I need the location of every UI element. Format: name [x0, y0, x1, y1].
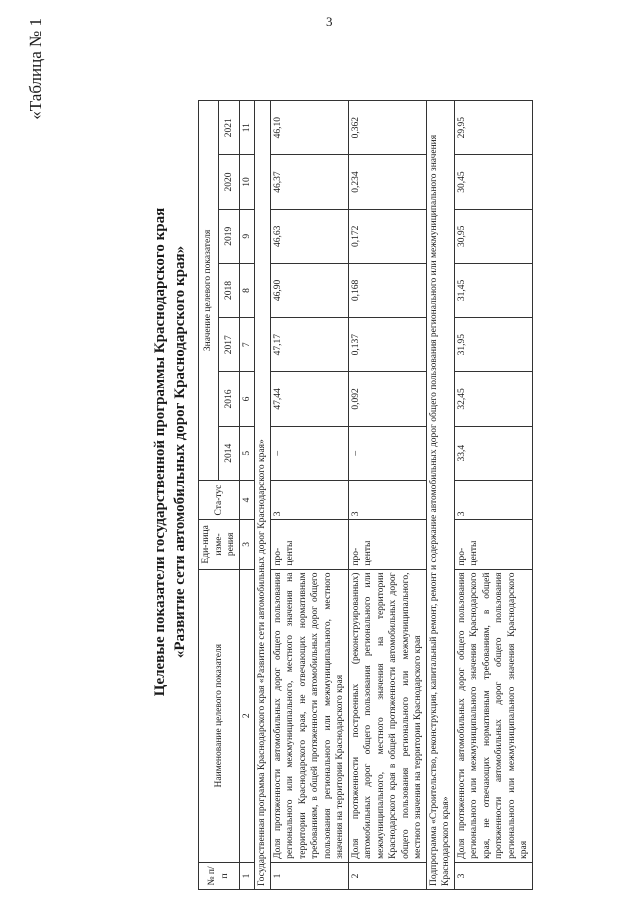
table-label: «Таблица № 1 — [26, 18, 45, 120]
row-value: 30,95 — [454, 209, 532, 263]
row-value: 46,37 — [270, 155, 348, 209]
column-numbers-row — [239, 101, 255, 890]
column-number: 10 — [239, 155, 255, 209]
row-status: 3 — [270, 480, 348, 519]
table-row — [270, 101, 348, 890]
row-name: Доля протяженности автомобильных дорог общего пользования регионального или межмуниципального значения Краснодарского края, не отвечающих нормативным требованиям, в общей протяженности автомобильных дорог общего пользования регионального или межмуниципального значения Краснодарского края — [454, 569, 532, 862]
row-name: Доля протяженности построенных (реконструированных) автомобильных дорог общего пользования регионального или межмуниципального, местного значения на территории Краснодарского края в общей протяженности автомобильных дорог общего пользования регионального или межмуниципального, местного значения на территории Краснодарского края — [348, 569, 426, 862]
header-name: Наименование целевого показателя — [199, 569, 240, 862]
row-status: 3 — [348, 480, 426, 519]
column-number: 1 — [239, 862, 255, 889]
row-value: 29,95 — [454, 101, 532, 155]
section-title: Подпрограмма «Строительство, реконструкция, капитальный ремонт, ремонт и содержание автомобильных дорог общего пользования регионального или межмуниципального значения Краснодарского края» — [426, 101, 454, 890]
row-value: 0,092 — [348, 372, 426, 426]
rotated-page-content — [20, 2, 620, 902]
column-number: 2 — [239, 569, 255, 862]
heading-line-1: Целевые показатели государственной программы Краснодарского края — [152, 207, 168, 697]
heading-line-2: «Развитие сети автомобильных дорог Краснодарского края» — [172, 245, 188, 659]
column-number: 11 — [239, 101, 255, 155]
section-row — [426, 101, 454, 890]
row-status: 3 — [454, 480, 532, 519]
header-unit: Еди-ница изме-рения — [199, 520, 240, 569]
section-title: Государственная программа Краснодарского края «Развитие сети автомобильных дорог Краснодарского края» — [255, 101, 271, 890]
row-value: 0,172 — [348, 209, 426, 263]
row-unit: про-центы — [270, 520, 348, 569]
column-number: 9 — [239, 209, 255, 263]
row-value: 0,137 — [348, 318, 426, 372]
row-value: 33,4 — [454, 426, 532, 480]
indicators-table — [198, 100, 533, 890]
row-value: 47,44 — [270, 372, 348, 426]
header-year: 2020 — [219, 155, 239, 209]
row-num: 3 — [454, 862, 532, 889]
row-value: – — [270, 426, 348, 480]
page-number: 3 — [326, 14, 333, 29]
header-value-group: Значение целевого показателя — [199, 101, 219, 481]
row-value: 47,17 — [270, 318, 348, 372]
header-num: № п/п — [199, 862, 240, 889]
column-number: 3 — [239, 520, 255, 569]
header-year: 2016 — [219, 372, 239, 426]
column-number: 8 — [239, 263, 255, 317]
row-unit: про-центы — [348, 520, 426, 569]
row-value: 30,45 — [454, 155, 532, 209]
header-row — [199, 101, 219, 890]
row-unit: про-центы — [454, 520, 532, 569]
document-heading — [150, 2, 190, 902]
row-value: 46,10 — [270, 101, 348, 155]
section-row — [255, 101, 271, 890]
row-value: 31,45 — [454, 263, 532, 317]
row-num: 2 — [348, 862, 426, 889]
table-row — [454, 101, 532, 890]
row-value: 31,95 — [454, 318, 532, 372]
row-value: 46,63 — [270, 209, 348, 263]
header-year: 2018 — [219, 263, 239, 317]
row-value: – — [348, 426, 426, 480]
row-value: 32,45 — [454, 372, 532, 426]
table-row — [348, 101, 426, 890]
row-value: 0,234 — [348, 155, 426, 209]
header-year: 2014 — [219, 426, 239, 480]
header-year: 2019 — [219, 209, 239, 263]
row-value: 46,90 — [270, 263, 348, 317]
header-year: 2021 — [219, 101, 239, 155]
header-year: 2017 — [219, 318, 239, 372]
row-value: 0,362 — [348, 101, 426, 155]
column-number: 6 — [239, 372, 255, 426]
row-name: Доля протяженности автомобильных дорог общего пользования регионального или межмуниципального, местного значения на территории Краснодарского края, не отвечающих нормативным требованиям, в общей протяженности автомобильных дорог общего пользования регионального или межмуниципального, местного значения на территории Краснодарского края — [270, 569, 348, 862]
row-value: 0,168 — [348, 263, 426, 317]
row-num: 1 — [270, 862, 348, 889]
column-number: 4 — [239, 480, 255, 519]
header-status: Ста-тус — [199, 480, 240, 519]
column-number: 7 — [239, 318, 255, 372]
column-number: 5 — [239, 426, 255, 480]
